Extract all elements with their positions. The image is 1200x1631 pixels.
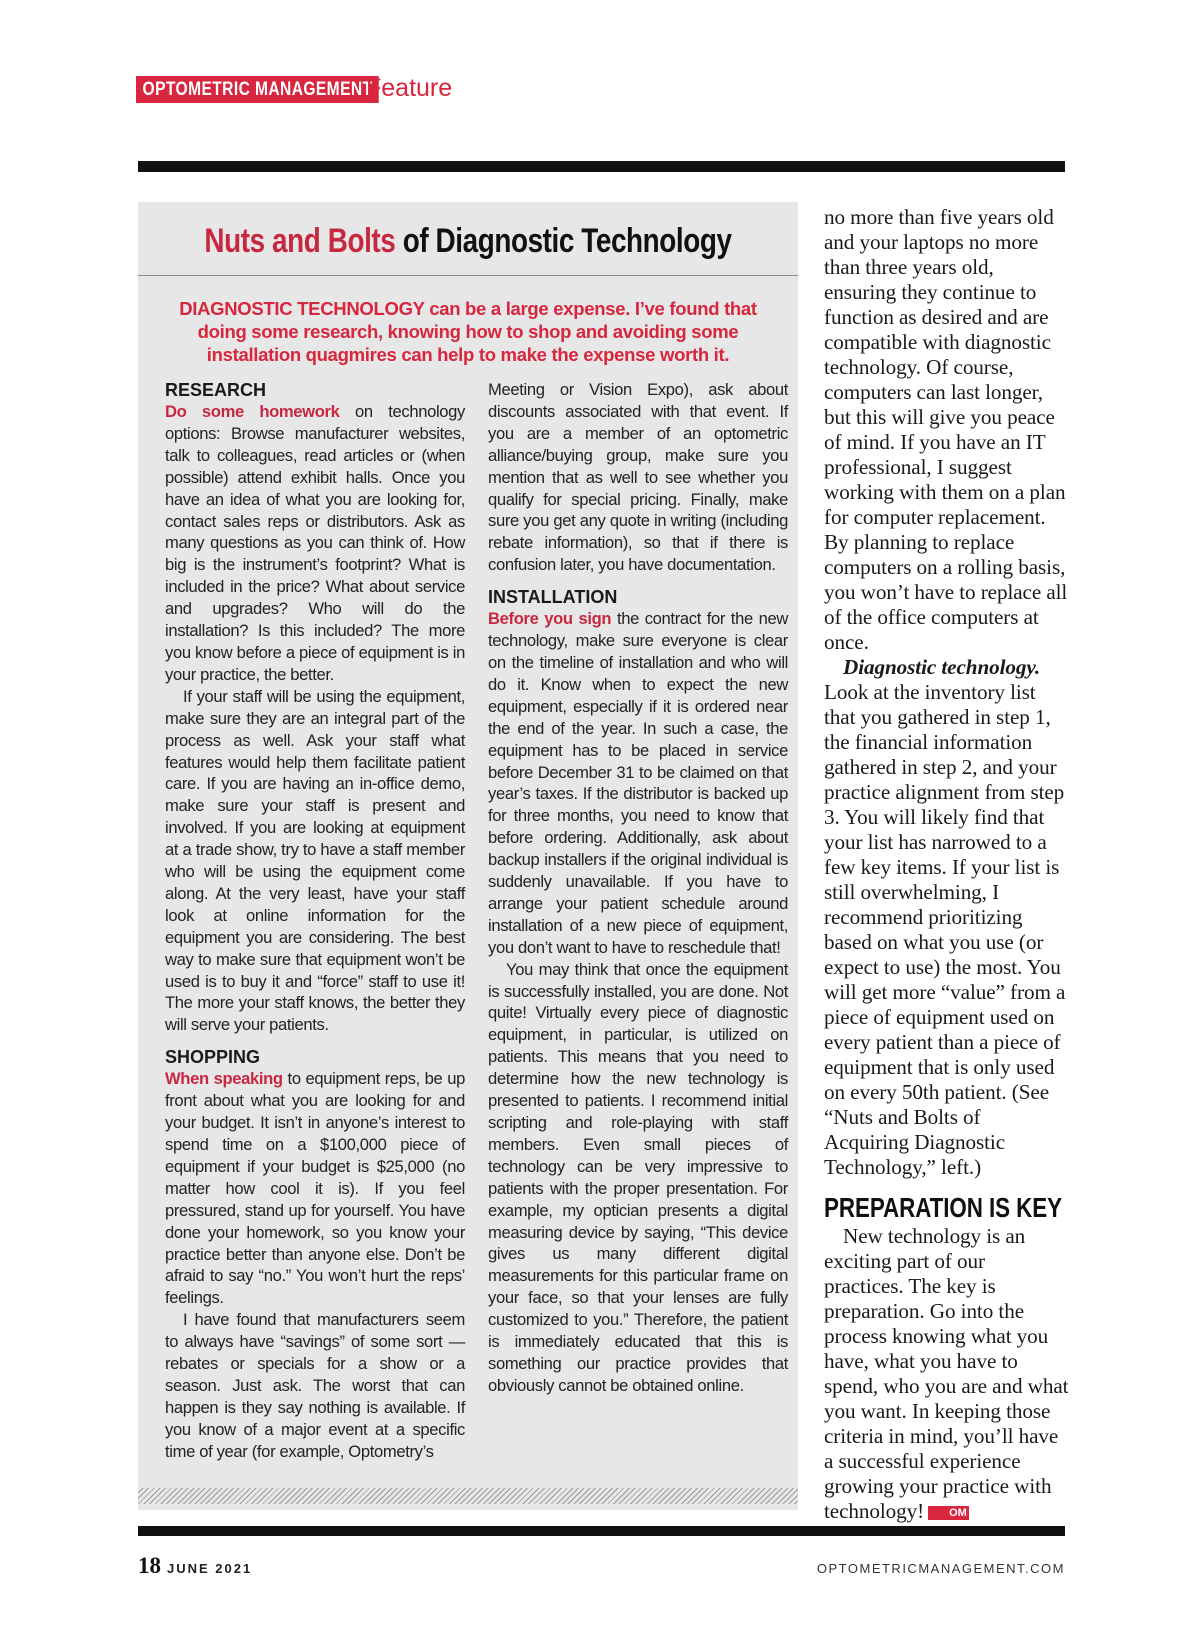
sidebar-intro [168,297,768,366]
end-mark-icon: OM [928,1506,969,1520]
research-paragraph-1 [165,401,465,686]
sidebar-column-right [488,379,788,1397]
research-heading: RESEARCH [165,380,267,400]
research-lead: Do some homework [165,402,340,421]
sidebar-column-left [165,379,465,1463]
sidebar-hatch-border [138,1488,798,1504]
preparation-heading: PREPARATION IS KEY [824,1192,1062,1223]
research-text-1: on technology options: Browse manufacturer websites, talk to colleagues, read articles or (when possible) attend exhibit halls. Once you have an idea of what you are looking for, contact sales reps or distributors. Ask as many questions as you can think of. How big is the instrument’s footprint? What is included in the price? What about service and upgrades? Who will do the installation? Is this included? The more you know before a piece of equipment is in your practice, the better. [165,402,465,684]
installation-paragraph-1 [488,608,788,959]
main-paragraph-2-lead: Diagnostic technology. [843,655,1041,679]
shopping-text-1: to equipment reps, be up front about what you are looking for and your budget. It isn’t in anyone’s interest to spend time on a $100,000 piece of equipment if your budget is $25,000 (no matter how cool it is). If you feel pressured, stand up for yourself. You have done your homework, so you know your practice better than anyone else. Don’t be afraid to say “no.” You won’t hurt the reps’ feelings. [165,1069,465,1308]
shopping-heading: SHOPPING [165,1047,261,1068]
main-paragraph-3-text: New technology is an exciting part of our practices. The key is preparation. Go into the process knowing what you have, what you have to spend, who you are and what you want. In keeping those criteria in mind, you’ll have a successful experience growing your practice with technology! [824,1224,1069,1523]
sidebar-intro-lead: DIAGNOSTIC TECHNOLOGY [179,298,425,319]
issue-date: JUNE 2021 [167,1561,253,1576]
shopping-paragraph-1 [165,1068,465,1309]
main-paragraph-3 [824,1224,1069,1524]
shopping-lead: When speaking [165,1069,283,1089]
main-paragraph-2-text: Look at the inventory list that you gathered in step 1, the financial information gathered in step 2, and your practice alignment from step 3. You will likely find that your list has narrowed to a few key items. If your list is still overwhelming, I recommend prioritizing based on what you use (or expect to use) the most. You will get more “value” from a piece of equipment used on every patient than a piece of equipment that is only used on every 50th patient. (See “Nuts and Bolts of Acquiring Diagnostic Technology,” left.) [824,680,1066,1179]
bottom-rule [138,1526,1065,1536]
research-paragraph-2: If your staff will be using the equipment, make sure they are an integral part of the process as well. Ask your staff what features would help them facilitate patient care. If you are having an in-office demo, make sure your staff is present and involved. If you are looking at equipment at a trade show, try to have a staff member who will be using the equipment come along. At the very least, have your staff look at online information for the equipment you are considering. The best way to make sure that equipment won’t be used is to buy it and “force” staff to use it! The more your staff knows, the better they will serve your patients. [165,686,465,1035]
installation-heading: INSTALLATION [488,587,618,608]
shopping-paragraph-2: I have found that manufacturers seem to always have “savings” of some sort — rebates or specials for a show or a season. Just ask. The worst that can happen is they say nothing is available. If you know of a major event at a specific time of year (for example, Optometry’s [165,1310,465,1461]
installation-text-1: the contract for the new technology, make sure everyone is clear on the timeline of installation and who will do it. Know when to expect the new equipment, especially if it is ordered near the end of the year. In such a case, the equipment has to be placed in service before December 31 to be claimed on that year’s taxes. If the distributor is backed up for three months, you need to know that before ordering. Additionally, ask about backup installers if the original individual is suddenly unavailable. If you have to arrange your patient schedule around installation of a new piece of equipment, you don’t want to have to reschedule that! [488,609,788,957]
main-paragraph-1: no more than five years old and your laptops no more than three years old, ensuring they continue to function as desired and are compatible with diagnostic technology. Of course, computers can last longer, but this will give you peace of mind. If you have an IT professional, I suggest working with them on a plan for computer replacement. By planning to replace computers on a rolling basis, you won’t have to replace all of the office computers at once. [824,205,1068,654]
sidebar-title-rest: of Diagnostic Technology [395,222,732,260]
sidebar-title [197,222,738,261]
installation-lead: Before you sign [488,609,612,629]
page-number: 18 [138,1553,161,1578]
sidebar-title-highlight: Nuts and Bolts [204,222,396,260]
shopping-paragraph-2-continued: Meeting or Vision Expo), ask about discounts associated with that event. If you are a member of an optometric alliance/buying group, make sure you mention that as well to see whether you qualify for special pricing. Finally, make sure you get any quote in writing (including rebate information), so that if there is confusion later, you have documentation. [488,380,788,575]
installation-paragraph-2: You may think that once the equipment is successfully installed, you are done. Not quite! Virtually every piece of diagnostic equipment, in particular, is utilized on patients. This means that you need to determine how the new technology is presented to patients. I recommend initial scripting and role-playing with staff members. Even small pieces of technology can be very impressive to patients with the proper presentation. For example, my optician presents a digital measuring device by saying, “This device gives us many different digital measurements for this particular frame on your face, so that your lenses are fully customized to you.” Therefore, the patient is immediately educated that this is something our practice provides that obviously cannot be obtained online. [488,959,788,1395]
publication-brand-tag: OPTOMETRIC MANAGEMENT [136,76,379,103]
main-paragraph-2 [824,655,1069,1180]
main-article-column [824,205,1069,1524]
top-rule [138,161,1065,172]
website-url: OPTOMETRICMANAGEMENT.COM [816,1561,1065,1576]
sidebar-intro-text: can be a large expense. I’ve found that doing some research, knowing how to shop and avoiding some installation quagmires can help to make the expense worth it. [197,298,757,365]
section-label: Feature [366,74,453,102]
sidebar-title-rule [138,275,798,276]
